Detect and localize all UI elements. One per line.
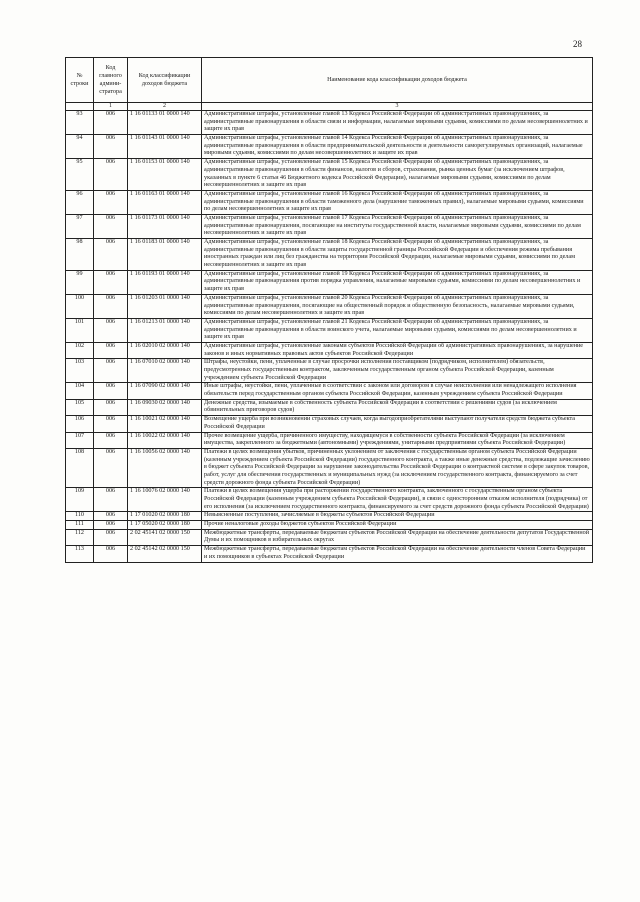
row-number-cell: 102 <box>66 342 94 358</box>
row-number-cell: 103 <box>66 359 94 383</box>
table-row <box>66 512 593 521</box>
column-number-3: 3 <box>202 103 593 111</box>
classification-code-cell: 1 16 01193 01 0000 140 <box>128 270 202 294</box>
admin-code-cell: 006 <box>94 359 128 383</box>
table-row <box>66 214 593 238</box>
classification-code-cell: 1 16 07010 02 0000 140 <box>128 359 202 383</box>
column-number-2: 2 <box>128 103 202 111</box>
admin-code-cell: 006 <box>94 399 128 415</box>
row-number-cell: 95 <box>66 159 94 191</box>
classification-code-cell: 1 17 01020 02 0000 180 <box>128 512 202 521</box>
row-number-cell: 112 <box>66 529 94 545</box>
admin-code-cell: 006 <box>94 383 128 399</box>
classification-code-cell: 2 02 45141 02 0000 150 <box>128 529 202 545</box>
row-number-cell: 109 <box>66 488 94 512</box>
row-number-cell: 111 <box>66 521 94 530</box>
classification-name-cell: Административные штрафы, установленные главой 17 Кодекса Российской Федерации об административных правонарушениях, за административные правонарушения, посягающие на институты государственной власти, налагаемые мировыми судьями, комиссиями по делам несовершеннолетних и защите их прав <box>202 214 593 238</box>
classification-name-cell: Административные штрафы, установленные главой 13 Кодекса Российской Федерации об административных правонарушениях, за административные правонарушения в области связи и информации, налагаемые мировыми судьями, комиссиями по делам несовершеннолетних и защите их прав <box>202 111 593 135</box>
table-row <box>66 159 593 191</box>
classification-name-cell: Возмещение ущерба при возникновении страховых случаев, когда выгодоприобретателями выступают получатели средств бюджета субъекта Российской Федерации <box>202 416 593 432</box>
row-number-cell: 106 <box>66 416 94 432</box>
row-number-cell: 104 <box>66 383 94 399</box>
classification-code-cell: 1 16 10076 02 0000 140 <box>128 488 202 512</box>
classification-code-cell: 1 16 01173 01 0000 140 <box>128 214 202 238</box>
classification-code-cell: 1 16 07090 02 0000 140 <box>128 383 202 399</box>
classification-code-cell: 1 16 10056 02 0000 140 <box>128 448 202 487</box>
classification-name-cell: Административные штрафы, установленные главой 21 Кодекса Российской Федерации об административных правонарушениях, за административные правонарушения в области воинского учета, налагаемые мировыми судьями, комиссиями по делам несовершеннолетних и защите их прав <box>202 318 593 342</box>
table-row <box>66 135 593 159</box>
classification-code-cell: 1 16 02010 02 0000 140 <box>128 342 202 358</box>
header-row-number: № строки <box>66 58 94 103</box>
header-admin-code: Код главного админи-стратора <box>94 58 128 103</box>
classification-name-cell: Межбюджетные трансферты, передаваемые бюджетам субъектов Российской Федерации на обеспечение деятельности депутатов Государственной Думы и их помощников в избирательных округах <box>202 529 593 545</box>
admin-code-cell: 006 <box>94 111 128 135</box>
classification-code-cell: 1 16 09030 02 0000 140 <box>128 399 202 415</box>
column-number-row <box>66 103 593 111</box>
classification-name-cell: Административные штрафы, установленные законами субъектов Российской Федерации об административных правонарушениях, за нарушение законов и иных нормативных правовых актов субъектов Российской Федерации <box>202 342 593 358</box>
classification-name-cell: Прочее возмещение ущерба, причиненного имуществу, находящемуся в собственности субъекта Российской Федерации (за исключением имущества, закрепленного за бюджетными (автономными) учреждениями, унитарными предприятиями субъекта Российской Федерации) <box>202 432 593 448</box>
table-row <box>66 383 593 399</box>
admin-code-cell: 006 <box>94 159 128 191</box>
column-number-1: 1 <box>94 103 128 111</box>
classification-name-cell: Платежи в целях возмещения убытков, причиненных уклонением от заключения с государственным органом субъекта Российской Федерации (казенным учреждением субъекта Российской Федерации) государственного контракта, а также иные денежные средства, подлежащие зачислению в бюджет субъекта Российской Федерации за нарушение законодательства Российской Федерации о контрактной системе в сфере закупок товаров, работ, услуг для обеспечения государственных и муниципальных нужд (за исключением государственного контракта, финансируемого за счет средств дорожного фонда субъекта Российской Федерации) <box>202 448 593 487</box>
table-body <box>66 111 593 563</box>
classification-code-cell: 1 16 01133 01 0000 140 <box>128 111 202 135</box>
row-number-cell: 105 <box>66 399 94 415</box>
header-classification-code: Код классификации доходов бюджета <box>128 58 202 103</box>
classification-name-cell: Штрафы, неустойки, пени, уплаченные в случае просрочки исполнения поставщиком (подрядчиком, исполнителем) обязательств, предусмотренных государственным контрактом, заключенным государственным органом субъекта Российской Федерации, казенным учреждением субъекта Российской Федерации <box>202 359 593 383</box>
table-row <box>66 318 593 342</box>
classification-name-cell: Административные штрафы, установленные главой 18 Кодекса Российской Федерации об административных правонарушениях, за административные правонарушения в области защиты государственной границы Российской Федерации и обеспечения режима пребывания иностранных граждан или лиц без гражданства на территории Российской Федерации, налагаемые мировыми судьями, комиссиями по делам несовершеннолетних и защите их прав <box>202 239 593 271</box>
row-number-cell: 96 <box>66 190 94 214</box>
row-number-cell: 113 <box>66 546 94 562</box>
table-row <box>66 521 593 530</box>
table-row <box>66 342 593 358</box>
table-row <box>66 416 593 432</box>
table-header-row <box>66 58 593 103</box>
classification-name-cell: Административные штрафы, установленные главой 14 Кодекса Российской Федерации об административных правонарушениях, за административные правонарушения в области предпринимательской деятельности и деятельности саморегулируемых организаций, налагаемые мировыми судьями, комиссиями по делам несовершеннолетних и защите их прав <box>202 135 593 159</box>
classification-name-cell: Административные штрафы, установленные главой 16 Кодекса Российской Федерации об административных правонарушениях, за административные правонарушения в области таможенного дела (нарушение таможенных правил), налагаемые мировыми судьями, комиссиями по делам несовершеннолетних и защите их прав <box>202 190 593 214</box>
header-classification-name: Наименование кода классификации доходов бюджета <box>202 58 593 103</box>
table-row <box>66 270 593 294</box>
row-number-cell: 97 <box>66 214 94 238</box>
admin-code-cell: 006 <box>94 488 128 512</box>
admin-code-cell: 006 <box>94 214 128 238</box>
table-row <box>66 294 593 318</box>
admin-code-cell: 006 <box>94 432 128 448</box>
table-row <box>66 432 593 448</box>
admin-code-cell: 006 <box>94 512 128 521</box>
table-row <box>66 546 593 562</box>
classification-code-cell: 1 16 01213 01 0000 140 <box>128 318 202 342</box>
row-number-cell: 108 <box>66 448 94 487</box>
row-number-cell: 99 <box>66 270 94 294</box>
admin-code-cell: 006 <box>94 190 128 214</box>
table-row <box>66 448 593 487</box>
classification-code-cell: 1 17 05020 02 0000 180 <box>128 521 202 530</box>
table-row <box>66 359 593 383</box>
row-number-cell: 93 <box>66 111 94 135</box>
row-number-cell: 101 <box>66 318 94 342</box>
classification-name-cell: Административные штрафы, установленные главой 20 Кодекса Российской Федерации об административных правонарушениях, за административные правонарушения, посягающие на общественный порядок и общественную безопасность, налагаемые мировыми судьями, комиссиями по делам несовершеннолетних и защите их прав <box>202 294 593 318</box>
row-number-cell: 110 <box>66 512 94 521</box>
classification-code-cell: 1 16 01143 01 0000 140 <box>128 135 202 159</box>
admin-code-cell: 006 <box>94 342 128 358</box>
admin-code-cell: 006 <box>94 416 128 432</box>
admin-code-cell: 006 <box>94 270 128 294</box>
classification-code-cell: 1 16 01153 01 0000 140 <box>128 159 202 191</box>
classification-code-cell: 1 16 10021 02 0000 140 <box>128 416 202 432</box>
classification-name-cell: Иные штрафы, неустойки, пени, уплаченные в соответствии с законом или договором в случае неисполнения или ненадлежащего исполнения обязательств перед государственным органом субъекта Российской Федерации, казенным учреждением субъекта Российской Федерации <box>202 383 593 399</box>
classification-name-cell: Межбюджетные трансферты, передаваемые бюджетам субъектов Российской Федерации на обеспечение деятельности членов Совета Федерации и их помощников в субъектах Российской Федерации <box>202 546 593 562</box>
classification-code-cell: 1 16 10022 02 0000 140 <box>128 432 202 448</box>
admin-code-cell: 006 <box>94 521 128 530</box>
classification-name-cell: Невыясненные поступления, зачисляемые в бюджеты субъектов Российской Федерации <box>202 512 593 521</box>
classification-name-cell: Денежные средства, изымаемые в собственность субъекта Российской Федерации в соответствии с решениями судов (за исключением обвинительных приговоров судов) <box>202 399 593 415</box>
admin-code-cell: 006 <box>94 294 128 318</box>
table-row <box>66 111 593 135</box>
row-number-cell: 107 <box>66 432 94 448</box>
table-row <box>66 488 593 512</box>
page-number: 28 <box>573 39 582 49</box>
table-row <box>66 529 593 545</box>
row-number-cell: 94 <box>66 135 94 159</box>
admin-code-cell: 006 <box>94 239 128 271</box>
classification-name-cell: Административные штрафы, установленные главой 15 Кодекса Российской Федерации об административных правонарушениях, за административные правонарушения в области финансов, налогов и сборов, страхования, рынка ценных бумаг (за исключением штрафов, указанных в пункте 6 статьи 46 Бюджетного кодекса Российской Федерации), налагаемые мировыми судьями, комиссиями по делам несовершеннолетних и защите их прав <box>202 159 593 191</box>
column-number-blank <box>66 103 94 111</box>
row-number-cell: 100 <box>66 294 94 318</box>
admin-code-cell: 006 <box>94 135 128 159</box>
classification-name-cell: Прочие неналоговые доходы бюджетов субъектов Российской Федерации <box>202 521 593 530</box>
classification-code-cell: 2 02 45142 02 0000 150 <box>128 546 202 562</box>
classification-code-cell: 1 16 01163 01 0000 140 <box>128 190 202 214</box>
table-row <box>66 190 593 214</box>
admin-code-cell: 006 <box>94 529 128 545</box>
admin-code-cell: 006 <box>94 318 128 342</box>
classification-code-cell: 1 16 01183 01 0000 140 <box>128 239 202 271</box>
classification-name-cell: Платежи в целях возмещения ущерба при расторжении государственного контракта, заключенного с государственным органом субъекта Российской Федерации (казенным учреждением субъекта Российской Федерации), в связи с односторонним отказом исполнителя (подрядчика) от его исполнения (за исключением государственного контракта, финансируемого за счет средств дорожного фонда субъекта Российской Федерации) <box>202 488 593 512</box>
classification-code-cell: 1 16 01203 01 0000 140 <box>128 294 202 318</box>
row-number-cell: 98 <box>66 239 94 271</box>
classification-name-cell: Административные штрафы, установленные главой 19 Кодекса Российской Федерации об административных правонарушениях, за административные правонарушения против порядка управления, налагаемые мировыми судьями, комиссиями по делам несовершеннолетних и защите их прав <box>202 270 593 294</box>
budget-classification-table <box>65 57 593 563</box>
admin-code-cell: 006 <box>94 448 128 487</box>
table-row <box>66 399 593 415</box>
admin-code-cell: 006 <box>94 546 128 562</box>
table-row <box>66 239 593 271</box>
